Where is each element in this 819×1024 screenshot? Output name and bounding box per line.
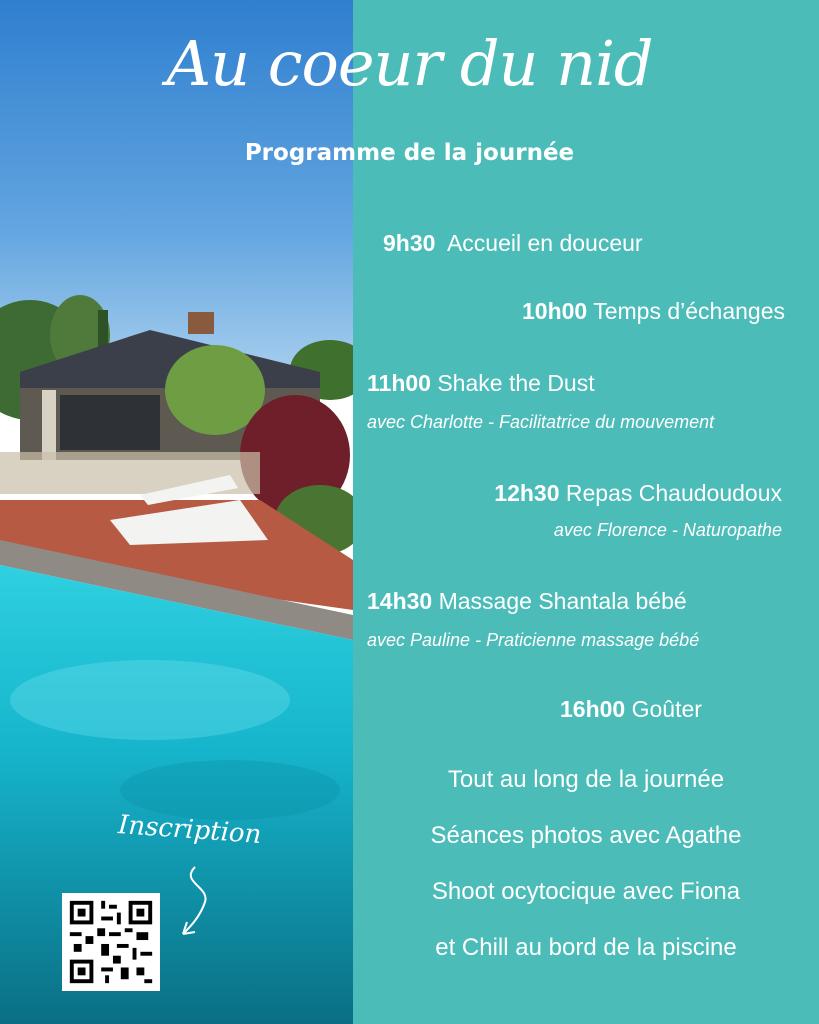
- event-title: Au coeur du nid: [166, 27, 653, 100]
- schedule-item-2: [367, 370, 595, 397]
- schedule-item-4: [367, 588, 687, 615]
- schedule-detail: avec Pauline - Praticienne massage bébé: [367, 630, 700, 650]
- schedule-item-3: [494, 480, 782, 507]
- all-day-heading: Tout au long de la journée: [447, 766, 725, 793]
- schedule-activity: Goûter: [631, 696, 702, 722]
- schedule-time: 10h00: [522, 298, 588, 324]
- schedule-item-5: [560, 696, 702, 723]
- schedule-time: 9h30: [383, 230, 436, 256]
- schedule-detail: avec Florence - Naturopathe: [553, 520, 782, 540]
- inscription-label: Inscription: [117, 810, 263, 850]
- schedule-time: 16h00: [560, 696, 626, 722]
- schedule-activity: Shake the Dust: [437, 370, 595, 396]
- all-day-item: et Chill au bord de la piscine: [435, 934, 737, 961]
- schedule-detail: avec Charlotte - Facilitatrice du mouvement: [367, 412, 715, 432]
- schedule-activity: Massage Shantala bébé: [438, 588, 687, 614]
- schedule-time: 11h00: [367, 370, 431, 396]
- qr-code[interactable]: [62, 893, 160, 991]
- schedule-item-1: [522, 298, 785, 325]
- schedule-activity: Temps d’échanges: [593, 298, 785, 324]
- curved-arrow-icon: [175, 862, 225, 942]
- all-day-item: Shoot ocytocique avec Fiona: [431, 878, 741, 905]
- schedule-activity: Repas Chaudoudoux: [565, 480, 782, 506]
- all-day-item: Séances photos avec Agathe: [430, 822, 742, 849]
- schedule-activity: Accueil en douceur: [446, 230, 643, 256]
- schedule-time: 12h30: [494, 480, 560, 506]
- schedule-time: 14h30: [367, 588, 433, 614]
- program-subtitle: Programme de la journée: [244, 140, 575, 166]
- qr-code-icon: [62, 893, 160, 991]
- schedule-item-0: [383, 230, 643, 257]
